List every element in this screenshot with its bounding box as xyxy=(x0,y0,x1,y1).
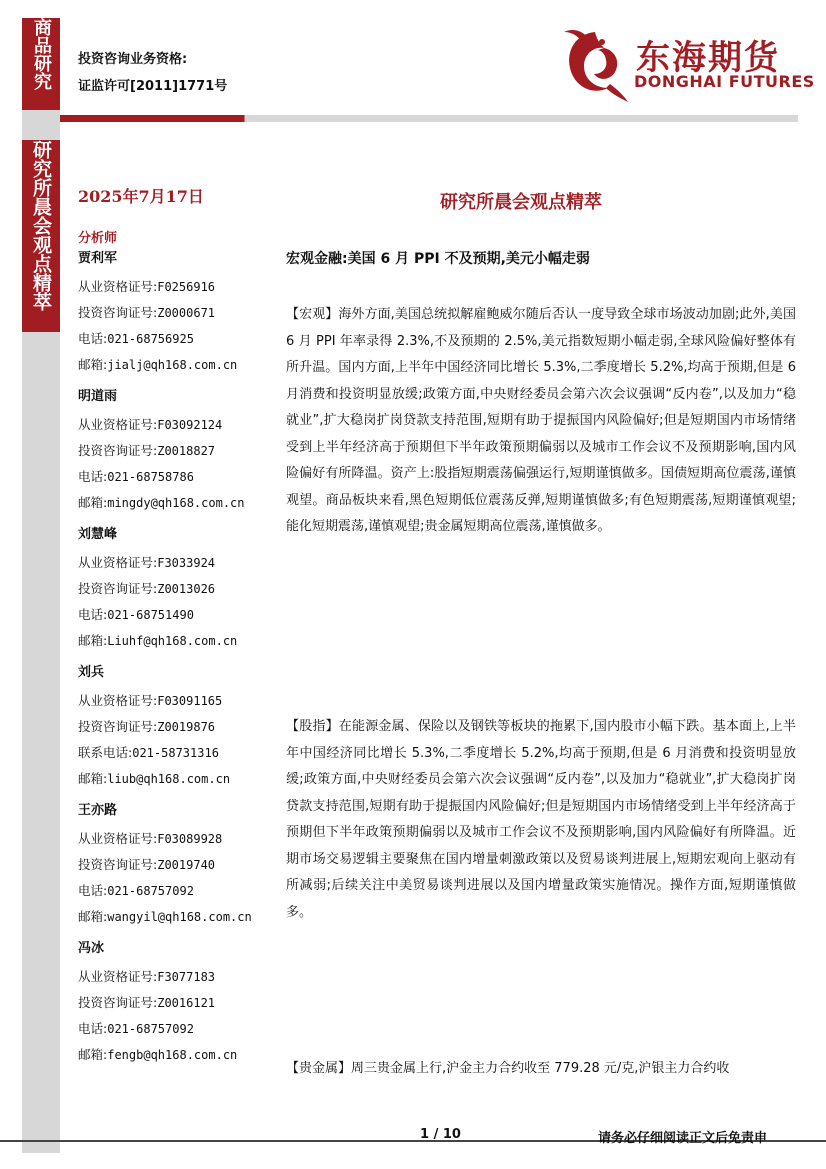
headline: 宏观金融:美国 6 月 PPI 不及预期,美元小幅走弱 xyxy=(286,251,590,267)
analyst-card xyxy=(78,526,268,664)
section-tag: 【股指】 xyxy=(286,719,339,734)
license-line-1: 投资咨询业务资格: xyxy=(78,52,188,67)
analyst-card xyxy=(78,388,268,526)
analyst-consult-license: 投资咨询证号:Z0016121 xyxy=(78,995,216,1010)
analyst-name: 明道雨 xyxy=(78,389,118,404)
analyst-phone: 电话:021-68751490 xyxy=(78,607,194,622)
analyst-qualification: 从业资格证号:F03091165 xyxy=(78,693,223,708)
analyst-name: 刘兵 xyxy=(78,665,105,680)
analyst-list xyxy=(78,250,268,1078)
analyst-phone: 电话:021-68756925 xyxy=(78,331,194,346)
analyst-card xyxy=(78,940,268,1078)
analyst-consult-license: 投资咨询证号:Z0018827 xyxy=(78,443,216,458)
page-number: 1 / 10 xyxy=(420,1127,461,1142)
analyst-heading: 分析师 xyxy=(78,231,118,246)
section-tag: 【宏观】 xyxy=(286,307,339,322)
analyst-name: 冯冰 xyxy=(78,941,105,956)
analyst-phone: 联系电话:021-58731316 xyxy=(78,745,219,760)
section-body: 周三贵金属上行,沪金主力合约收至 779.28 元/克,沪银主力合约收 xyxy=(351,1061,730,1076)
analyst-consult-license: 投资咨询证号:Z0019740 xyxy=(78,857,216,872)
analyst-phone: 电话:021-68757092 xyxy=(78,1021,194,1036)
analyst-card xyxy=(78,250,268,388)
equity-section xyxy=(286,714,796,926)
analyst-name: 贾利军 xyxy=(78,251,118,266)
page-title: 研究所晨会观点精萃 xyxy=(440,192,602,213)
analyst-email: 邮箱:Liuhf@qh168.com.cn xyxy=(78,633,238,648)
category-tab: 商品研究 xyxy=(22,18,60,110)
section-body: 在能源金属、保险以及钢铁等板块的拖累下,国内股市小幅下跌。基本面上,上半年中国经济同比增长 5.3%,二季度增长 5.2%,均高于预期,但是 6 月消费和投资明显放缓;政策方面,中央财经委员会第六次会议强调“反内卷”,以及加力“稳就业”,扩大稳岗扩岗贷款支持范围,短期有助于提振国内风险偏好;但是短期国内市场情绪受到上半年经济高于预期但下半年政策预期偏弱以及城市工作会议不及预期影响,国内风险偏好有所降温。近期市场交易逻辑主要聚焦在国内增量刺激政策以及贸易谈判进展上,短期宏观向上驱动有所减弱;后续关注中美贸易谈判进展以及国内增量政策实施情况。操作方面,短期谨慎做多。 xyxy=(286,719,796,920)
analyst-qualification: 从业资格证号:F0256916 xyxy=(78,279,216,294)
logo-english-name: DONGHAI FUTURES xyxy=(634,72,815,91)
analyst-qualification: 从业资格证号:F03092124 xyxy=(78,417,223,432)
analyst-email: 邮箱:fengb@qh168.com.cn xyxy=(78,1047,238,1062)
analyst-email: 邮箱:wangyil@qh168.com.cn xyxy=(78,909,252,924)
dragon-emblem-icon xyxy=(558,24,632,104)
precious-metals-section xyxy=(286,1056,796,1084)
logo-chinese-name: 东海期货 xyxy=(636,38,780,78)
analyst-qualification: 从业资格证号:F3077183 xyxy=(78,969,216,984)
license-info xyxy=(78,46,227,100)
license-line-2: 证监许可[2011]1771号 xyxy=(78,79,228,94)
analyst-qualification: 从业资格证号:F3033924 xyxy=(78,555,216,570)
macro-section xyxy=(286,302,796,541)
analyst-email: 邮箱:liub@qh168.com.cn xyxy=(78,771,231,786)
analyst-name: 王亦路 xyxy=(78,803,118,818)
footer-disclaimer: 请务必仔细阅读正文后免责申 xyxy=(598,1131,768,1146)
analyst-phone: 电话:021-68757092 xyxy=(78,883,194,898)
report-type-tab: 研究所晨会观点精萃 xyxy=(22,140,60,332)
analyst-phone: 电话:021-68758786 xyxy=(78,469,194,484)
analyst-card xyxy=(78,802,268,940)
company-logo xyxy=(558,24,815,104)
report-date: 2025年7月17日 xyxy=(78,187,204,206)
analyst-consult-license: 投资咨询证号:Z0019876 xyxy=(78,719,216,734)
header-rule xyxy=(60,115,798,122)
section-body: 海外方面,美国总统拟解雇鲍威尔随后否认一度导致全球市场波动加剧;此外,美国 6 月 PPI 年率录得 2.3%,不及预期的 2.5%,美元指数短期小幅走弱,全球风险偏好整体有所升温。国内方面,上半年中国经济同比增长 5.3%,二季度增长 5.2%,均高于预期,但是 6 月消费和投资明显放缓;政策方面,中央财经委员会第六次会议强调“反内卷”,以及加力“稳就业”,扩大稳岗扩岗贷款支持范围,短期有助于提振国内风险偏好;但是短期国内市场情绪受到上半年经济高于预期但下半年政策预期偏弱以及城市工作会议不及预期影响,国内风险偏好有所降温。资产上:股指短期震荡偏强运行,短期谨慎做多。国债短期高位震荡,谨慎观望。商品板块来看,黑色短期低位震荡反弹,短期谨慎做多;有色短期震荡,短期谨慎观望;能化短期震荡,谨慎观望;贵金属短期高位震荡,谨慎做多。 xyxy=(286,307,796,534)
analyst-consult-license: 投资咨询证号:Z0013026 xyxy=(78,581,216,596)
analyst-qualification: 从业资格证号:F03089928 xyxy=(78,831,223,846)
analyst-name: 刘慧峰 xyxy=(78,527,118,542)
analyst-email: 邮箱:jialj@qh168.com.cn xyxy=(78,357,238,372)
section-tag: 【贵金属】 xyxy=(286,1061,352,1076)
analyst-email: 邮箱:mingdy@qh168.com.cn xyxy=(78,495,245,510)
analyst-consult-license: 投资咨询证号:Z0000671 xyxy=(78,305,216,320)
analyst-card xyxy=(78,664,268,802)
